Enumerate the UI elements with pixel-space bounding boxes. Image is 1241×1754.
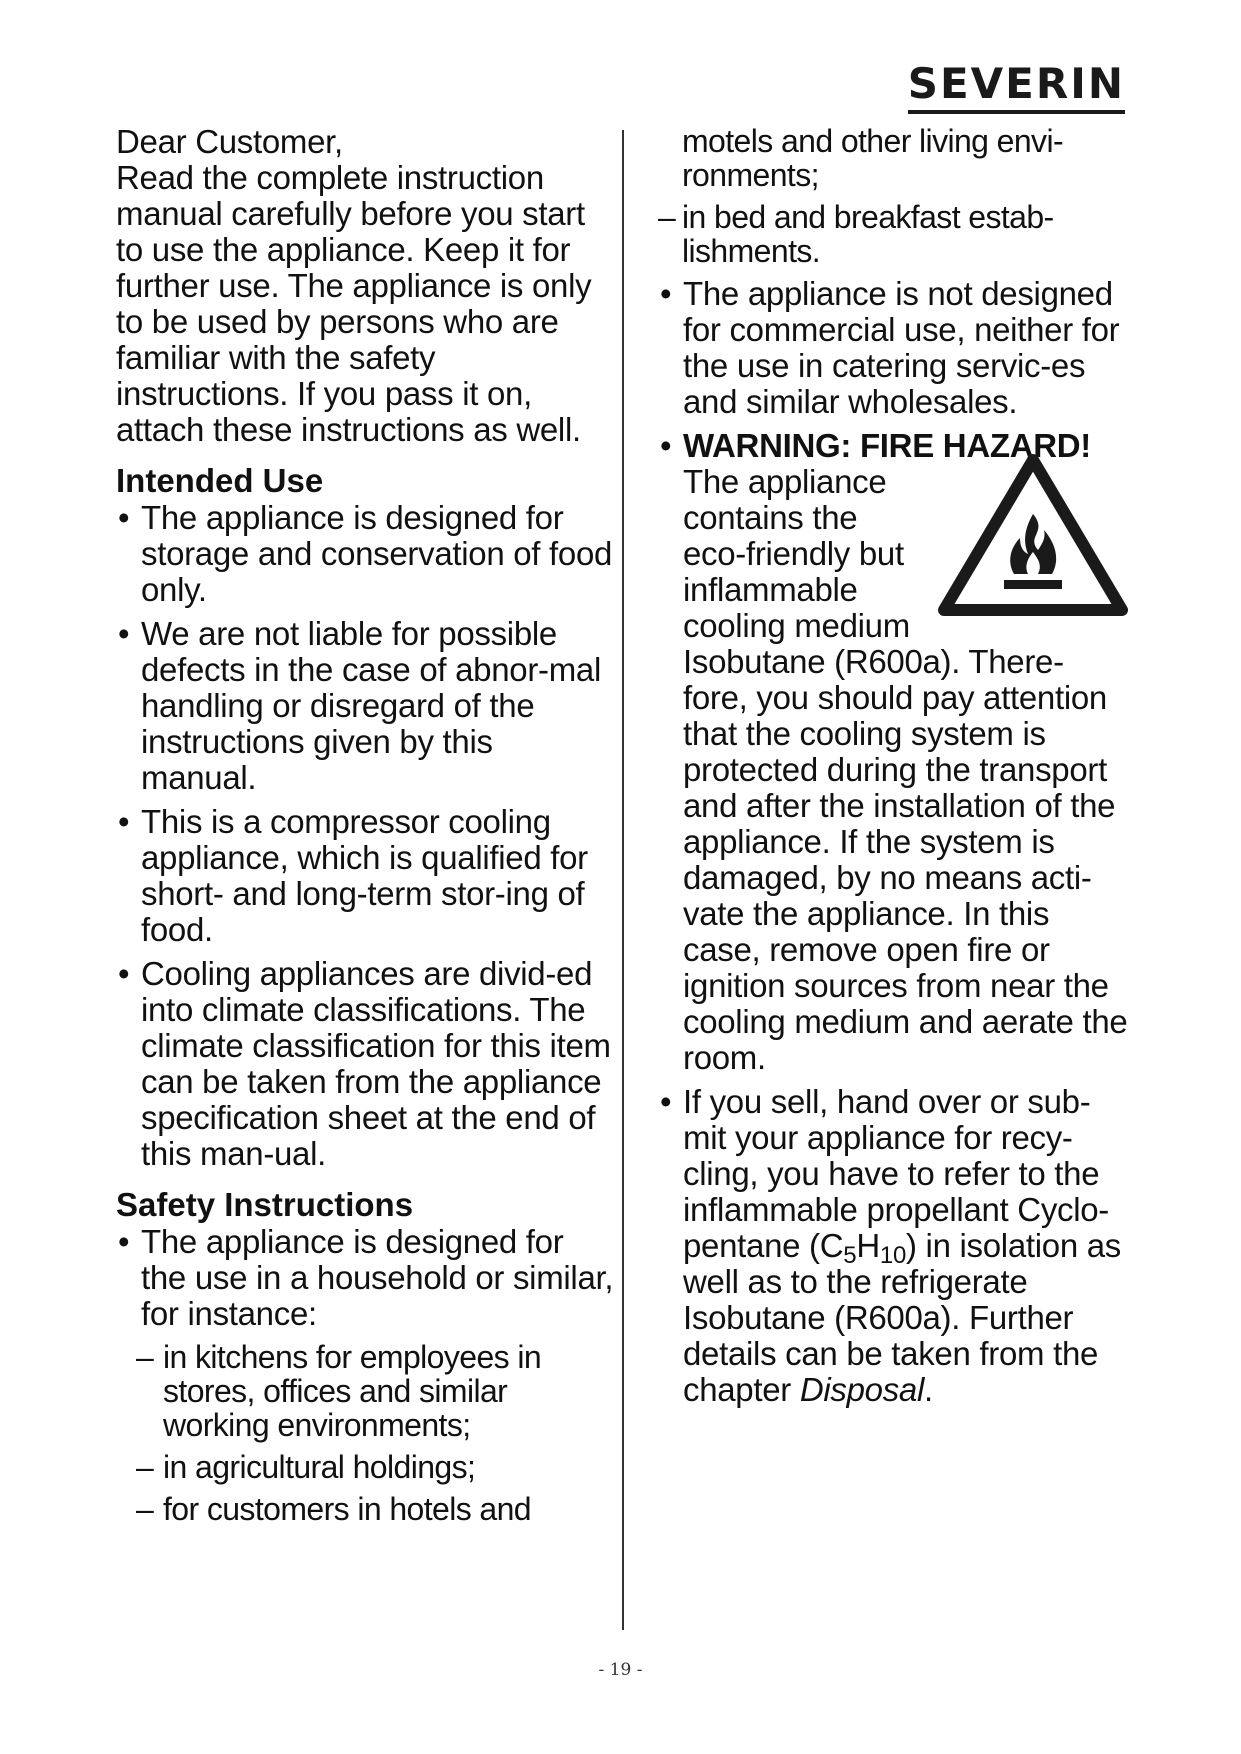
warning-line: inflammable [683,571,858,608]
greeting: Dear Customer, [116,123,343,160]
intended-use-heading: Intended Use [116,462,324,499]
safety-heading: Safety Instructions [116,1186,414,1223]
safety-list [116,1224,616,1332]
list-item: • Cooling appliances are divid-ed into climate classifications. The climate classification for this item can be taken from the appliance specification sheet at the end of this man-ual. [118,955,611,1172]
safety-list-continued [658,276,1128,1408]
intro-paragraph: Read the complete instruction manual carefully before you start to use the appliance. Keep it for further use. The appliance is only to be used by persons who are familiar with the safety instructions. If you pass it on, attach these instructions as well. [116,159,592,448]
list-item: • We are not liable for possible defects in the case of abnor-mal handling or disregard of the instructions given by this manual. [118,615,601,796]
sub-item: motels and other living envi-ronments; [682,123,1064,193]
list-item: • The appliance is not designed for commercial use, neither for the use in catering servic-es and similar wholesales. [660,275,1120,420]
page-number: - 19 - [598,1660,643,1680]
sub-item: – in kitchens for employees in stores, offices and similar working environments; [136,1339,542,1443]
warning-body: Isobutane (R600a). There-fore, you should pay attention that the cooling system is protected during the transport and after the installation of the appliance. If the system is damaged, by no means acti-vate the appliance. In this case, remove open fire or ignition sources from near the cooling medium and aerate the room. [683,643,1128,1076]
warning-title: WARNING: FIRE HAZARD! [683,427,1091,464]
sub-item: – in bed and breakfast estab-lishments. [658,199,1054,269]
list-item: • The appliance is designed for the use in a household or similar, for instance: [118,1223,614,1332]
left-column [116,124,616,1526]
intended-use-list [116,500,616,1172]
warning-line: cooling medium [683,607,910,644]
sub-item: – in agricultural holdings; [136,1449,476,1485]
disposal-reference: Disposal [799,1371,924,1408]
list-item: • This is a compressor cooling appliance, which is qualified for short- and long-term stor-ing of food. [118,803,588,948]
list-item: • The appliance is designed for storage and conservation of food only. [118,499,613,608]
fire-hazard-warning: • WARNING: FIRE HAZARD! The appliance contains the eco-friendly but inflammable cooling medium Isobutane (R600a). There-fore, you should pay attention that the cooling system is protected during the transport and after the installation of the appliance. If the system is damaged, by no means acti-vate the appliance. In this case, remove open fire or ignition sources from near the cooling medium and aerate the room. [660,427,1128,1076]
right-column [658,124,1128,1416]
warning-line: The appliance [683,463,887,500]
sub-item: – for customers in hotels and [136,1491,531,1527]
warning-line: eco-friendly but [683,535,904,572]
warning-line: contains the [683,499,858,536]
flammable-warning-triangle-icon [938,452,1128,620]
list-item: • If you sell, hand over or sub-mit your appliance for recy-cling, you have to refer to the inflammable propellant Cyclo-pentane $(C_5H_{10})$ in isolation as well as to the refrigerate Isobutane (R600a). Further details can be taken from the chapter Disposal. [660,1083,1122,1408]
column-divider [622,130,624,1630]
brand-logo: SEVERIN [908,60,1125,114]
